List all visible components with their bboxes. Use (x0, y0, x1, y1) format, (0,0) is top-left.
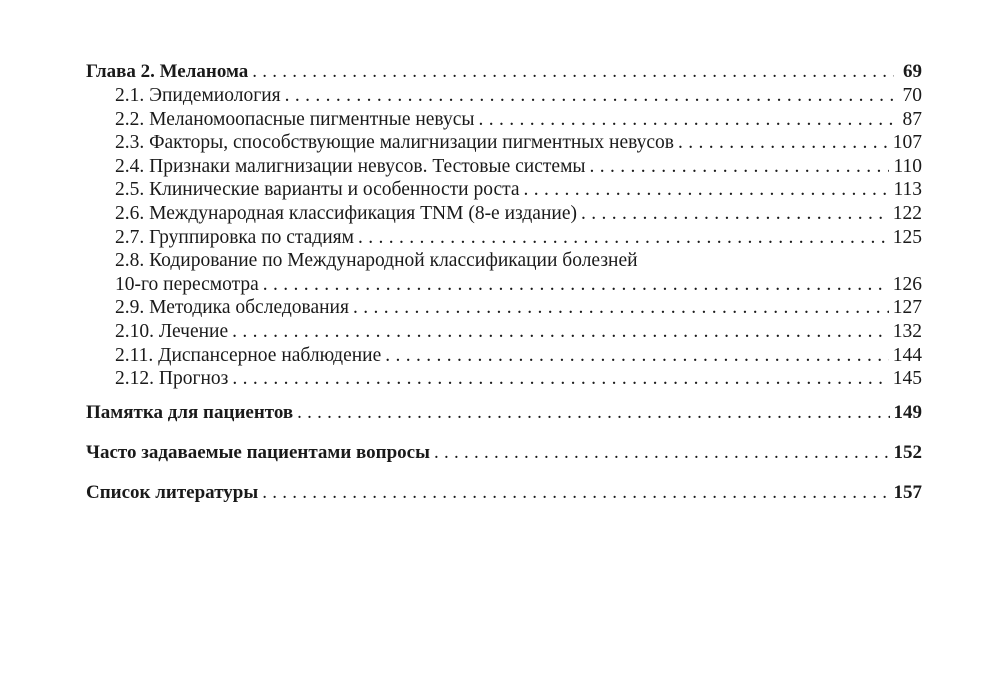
toc-entry-title: 2.5. Клинические варианты и особенности роста (115, 179, 520, 201)
toc-entry-page: 127 (892, 297, 922, 319)
toc-entry-page: 125 (892, 226, 922, 248)
leader-dots (262, 481, 889, 505)
leader-dots (478, 108, 894, 132)
leader-dots (590, 155, 890, 179)
toc-entry-2-4[interactable] (86, 155, 922, 179)
leader-dots (581, 202, 889, 226)
toc-entry-page: 157 (893, 481, 922, 503)
toc-entry-2-9[interactable] (86, 296, 922, 320)
table-of-contents (86, 60, 922, 505)
leader-dots (385, 344, 888, 368)
leader-dots (353, 296, 889, 320)
toc-entry-title: Часто задаваемые пациентами вопросы (86, 441, 430, 463)
toc-entry-2-2[interactable] (86, 108, 922, 132)
toc-entry-page: 69 (903, 61, 922, 82)
toc-entry-page: 132 (892, 320, 922, 342)
toc-entry-page: 122 (892, 202, 922, 224)
toc-entry-title: 2.7. Группировка по стадиям (115, 226, 354, 248)
toc-entry-2-8[interactable] (86, 273, 922, 297)
toc-entry-page: 144 (892, 344, 922, 366)
toc-entry-page: 145 (892, 368, 922, 390)
toc-entry-memo[interactable] (86, 401, 922, 425)
toc-entry-title: Глава 2. Меланома (86, 61, 249, 82)
leader-dots (678, 131, 889, 155)
toc-entry-title: 2.12. Прогноз (115, 368, 229, 390)
toc-entry-page: 126 (892, 273, 922, 295)
toc-entry-2-1[interactable] (86, 84, 922, 108)
toc-entry-page: 70 (902, 85, 922, 106)
toc-entry-2-6[interactable] (86, 202, 922, 226)
leader-dots (524, 178, 890, 202)
toc-entry-title: 2.1. Эпидемиология (115, 85, 281, 106)
toc-entry-2-7[interactable] (86, 226, 922, 250)
toc-entry-2-10[interactable] (86, 320, 922, 344)
toc-entry-page: 87 (902, 108, 922, 130)
toc-entry-2-5[interactable] (86, 178, 922, 202)
toc-entry-page: 110 (893, 155, 922, 177)
leader-dots (285, 84, 894, 108)
toc-entry-chapter-2[interactable] (86, 60, 922, 84)
toc-entry-title: Список литературы (86, 481, 259, 503)
toc-entry-references[interactable] (86, 481, 922, 505)
toc-entry-2-11[interactable] (86, 344, 922, 368)
toc-entry-title: 2.6. Международная классификация TNM (8-е издание) (115, 202, 577, 224)
toc-entry-title: 2.4. Признаки малигнизации невусов. Тестовые системы (115, 155, 586, 177)
toc-entry-2-12[interactable] (86, 367, 922, 391)
toc-entry-page: 113 (893, 179, 922, 201)
toc-entry-title: 2.2. Меланомоопасные пигментные невусы (115, 108, 475, 130)
leader-dots (358, 226, 889, 250)
toc-entry-title: 2.3. Факторы, способствующие малигнизации пигментных невусов (115, 132, 675, 154)
toc-entry-page: 107 (892, 132, 922, 154)
toc-entry-faq[interactable] (86, 441, 922, 465)
toc-entry-title: Памятка для пациентов (86, 401, 294, 423)
leader-dots (232, 320, 889, 344)
toc-entry-page: 149 (893, 401, 922, 423)
leader-dots (297, 401, 889, 425)
leader-dots (434, 441, 890, 465)
toc-entry-page: 152 (893, 441, 922, 463)
toc-entry-2-8-line1[interactable]: 2.8. Кодирование по Международной классификации болезней (115, 250, 638, 272)
toc-entry-title: 2.10. Лечение (115, 320, 229, 342)
toc-entry-title: 2.9. Методика обследования (115, 297, 349, 319)
toc-entry-title: 2.11. Диспансерное наблюдение (115, 344, 382, 366)
leader-dots (263, 273, 889, 297)
toc-entry-title: 10-го пересмотра (115, 273, 259, 295)
leader-dots (232, 367, 888, 391)
leader-dots (252, 60, 894, 84)
toc-entry-2-3[interactable] (86, 131, 922, 155)
